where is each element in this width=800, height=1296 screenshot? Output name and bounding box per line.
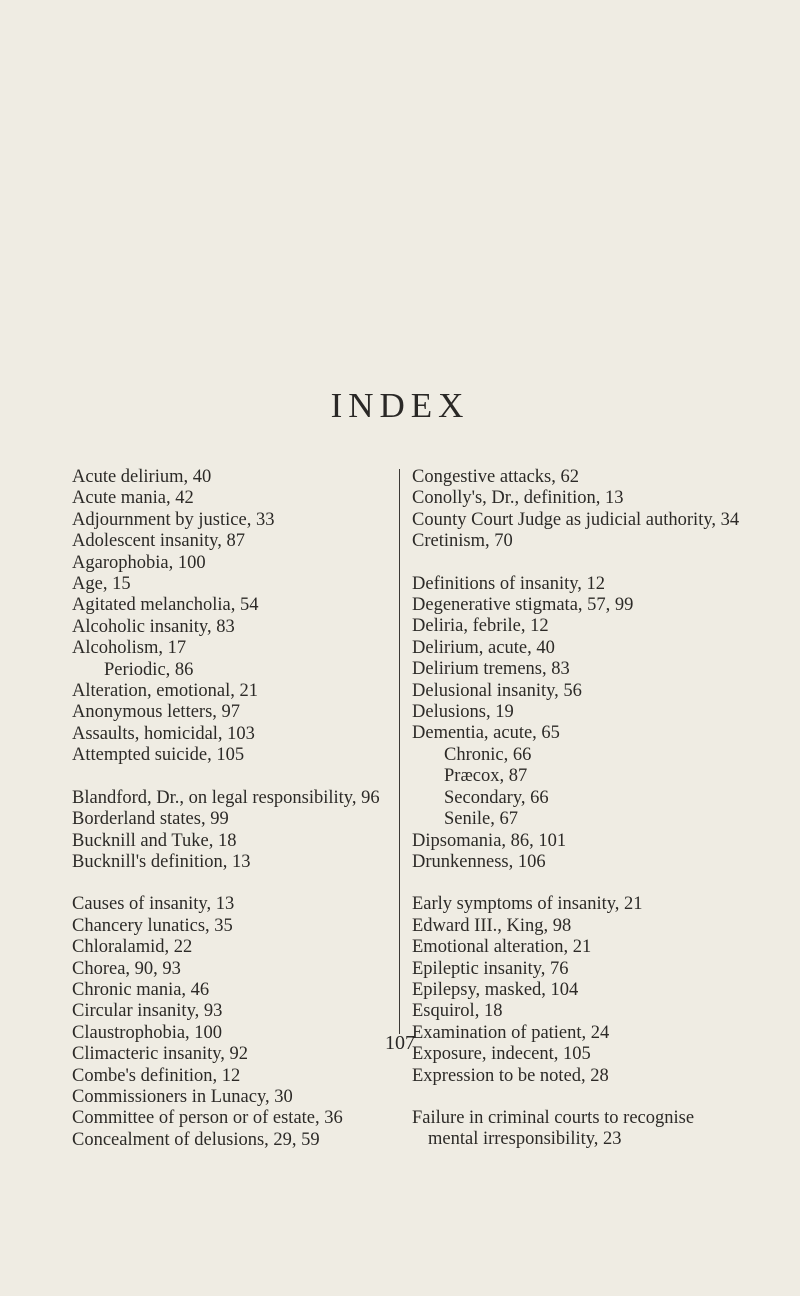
- index-entry: Circular insanity, 93: [72, 1001, 223, 1022]
- index-subentry: Senile, 67: [444, 809, 518, 830]
- index-entry: Agitated melancholia, 54: [72, 595, 259, 616]
- index-entry: Climacteric insanity, 92: [72, 1044, 249, 1065]
- index-entry: Alcoholic insanity, 83: [72, 616, 235, 637]
- index-entry: Emotional alteration, 21: [412, 937, 592, 958]
- index-entry: Cretinism, 70: [412, 531, 513, 552]
- index-entry: Age, 15: [72, 574, 131, 595]
- index-entry: Chloralamid, 22: [72, 937, 193, 958]
- index-entry: County Court Judge as judicial authority, 34: [412, 509, 740, 530]
- index-group-c-continued: [412, 467, 747, 553]
- index-group-e: [412, 894, 747, 1087]
- index-entry: Drunkenness, 106: [412, 851, 546, 872]
- index-column-left: [72, 467, 387, 1172]
- index-entry: Anonymous letters, 97: [72, 702, 241, 723]
- index-entry: Bucknill's definition, 13: [72, 851, 251, 872]
- index-group-d: [412, 574, 747, 874]
- index-entry: Delusional insanity, 56: [412, 680, 582, 701]
- page-title: INDEX: [330, 386, 470, 425]
- index-entry: Definitions of insanity, 12: [412, 573, 606, 594]
- index-entry: Blandford, Dr., on legal responsibility, 96: [72, 787, 380, 808]
- index-group-a: [72, 467, 387, 767]
- index-entry: Failure in criminal courts to recognise mental irresponsibility, 23: [412, 1107, 695, 1150]
- index-entry: Claustrophobia, 100: [72, 1022, 223, 1043]
- index-entry: Congestive attacks, 62: [412, 467, 579, 487]
- index-group-b: [72, 788, 387, 874]
- index-entry: Acute mania, 42: [72, 488, 194, 509]
- index-entry: Adjournment by justice, 33: [72, 509, 275, 530]
- index-entry: Esquirol, 18: [412, 1001, 503, 1022]
- index-entry: Examination of patient, 24: [412, 1022, 610, 1043]
- index-entry: Chronic mania, 46: [72, 979, 210, 1000]
- index-entry: Dipsomania, 86, 101: [412, 830, 567, 851]
- index-entry: Concealment of delusions, 29, 59: [72, 1129, 320, 1150]
- index-entry: Delusions, 19: [412, 702, 514, 723]
- index-entry: Degenerative stigmata, 57, 99: [412, 595, 634, 616]
- index-entry: Borderland states, 99: [72, 809, 229, 830]
- index-subentry: Chronic, 66: [444, 744, 532, 765]
- index-entry: Attempted suicide, 105: [72, 745, 245, 766]
- index-entry: Adolescent insanity, 87: [72, 531, 245, 552]
- index-group-c: [72, 894, 387, 1151]
- index-entry: Alteration, emotional, 21: [72, 681, 258, 702]
- index-entry: Agarophobia, 100: [72, 552, 206, 573]
- index-entry: Delirium, acute, 40: [412, 637, 555, 658]
- index-entry: Alcoholism, 17: [72, 638, 187, 659]
- index-entry: Chorea, 90, 93: [72, 958, 181, 979]
- index-entry: Early symptoms of insanity, 21: [412, 894, 643, 915]
- index-entry: Conolly's, Dr., definition, 13: [412, 488, 624, 509]
- column-divider: [399, 469, 400, 1034]
- index-entry: Dementia, acute, 65: [412, 723, 560, 744]
- index-entry: Combe's definition, 12: [72, 1065, 241, 1086]
- index-entry: Committee of person or of estate, 36: [72, 1108, 343, 1129]
- index-entry: Exposure, indecent, 105: [412, 1044, 591, 1065]
- index-entry: Assaults, homicidal, 103: [72, 723, 255, 744]
- index-group-f: [412, 1108, 747, 1151]
- index-entry: Epilepsy, masked, 104: [412, 979, 579, 1000]
- index-column-right: [412, 467, 747, 1172]
- index-entry: Epileptic insanity, 76: [412, 958, 569, 979]
- index-entry: Causes of insanity, 13: [72, 894, 235, 915]
- index-subentry: Præcox, 87: [444, 766, 528, 787]
- index-entry: Edward III., King, 98: [412, 915, 572, 936]
- index-entry: Acute delirium, 40: [72, 467, 212, 487]
- index-entry: Deliria, febrile, 12: [412, 616, 549, 637]
- page-number: 107: [385, 1032, 415, 1054]
- index-subentry: Secondary, 66: [444, 787, 549, 808]
- index-entry: Commissioners in Lunacy, 30: [72, 1086, 293, 1107]
- index-entry: Bucknill and Tuke, 18: [72, 830, 237, 851]
- index-entry: Delirium tremens, 83: [412, 659, 570, 680]
- index-entry: Chancery lunatics, 35: [72, 915, 233, 936]
- index-entry: Expression to be noted, 28: [412, 1065, 609, 1086]
- index-subentry: Periodic, 86: [104, 659, 194, 680]
